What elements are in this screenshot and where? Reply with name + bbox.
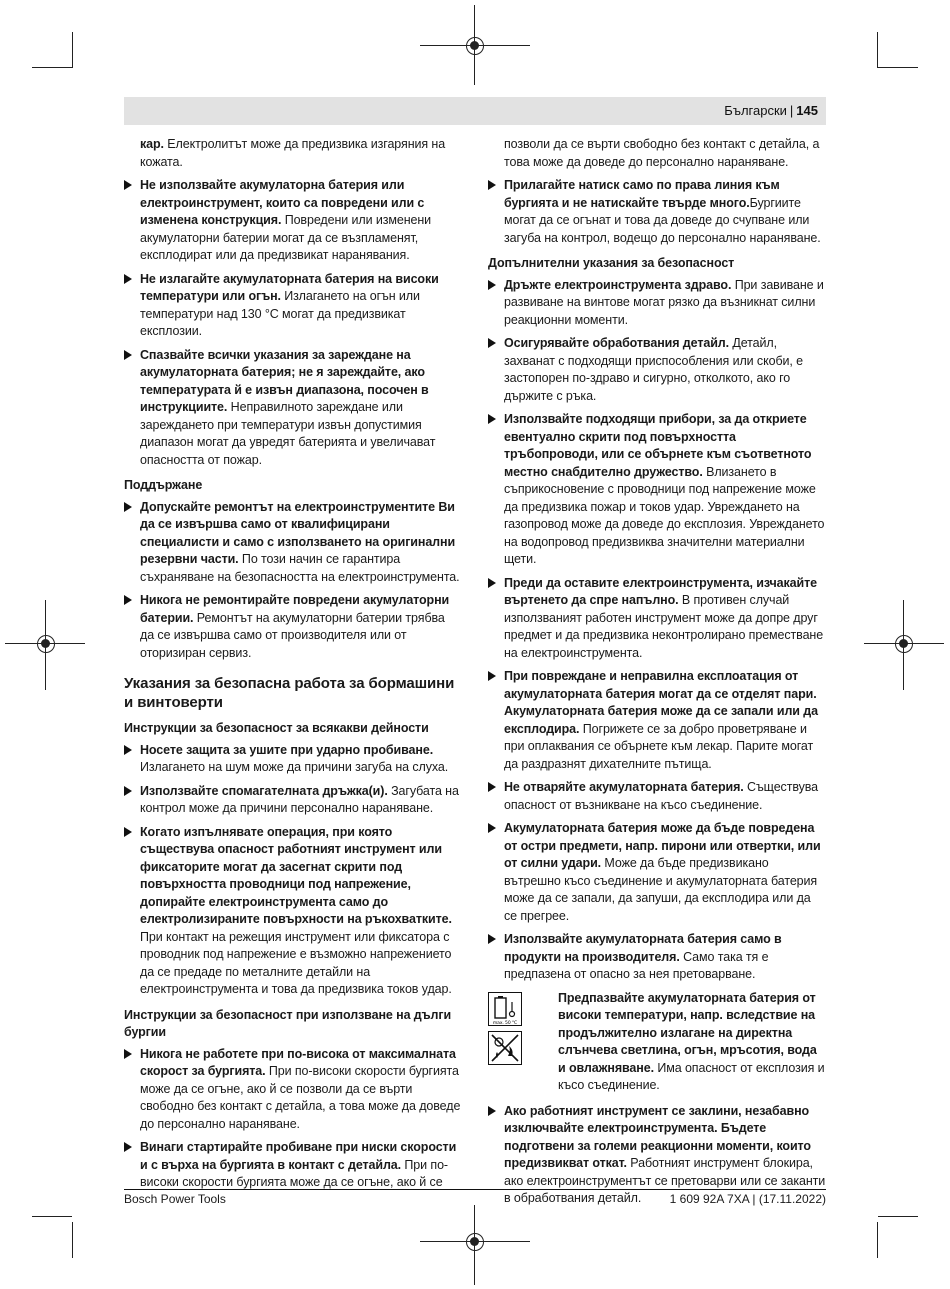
bullet-triangle-icon <box>488 338 496 348</box>
bullet-triangle-icon <box>124 745 132 755</box>
crop-mark <box>72 1222 73 1258</box>
list-item: Използвайте акумулаторната батерия само в продукти на производителя. Само така тя е предпазена от опасно за нея претоварване. <box>488 931 826 984</box>
registration-mark-icon <box>466 1233 484 1251</box>
list-item: Дръжте електроинструмента здраво. При завиване и развиване на винтове могат рязко да възникнат силни реакционни моменти. <box>488 277 826 330</box>
list-item: Преди да оставите електроинструмента, изчакайте въртенето да спре напълно. В противен случай използваният работен инструмент може да допре друг предмет и да предизвика неконтролирано преместване на електроинструмента. <box>488 575 826 663</box>
footer-rule <box>124 1189 826 1190</box>
crop-mark <box>32 1216 72 1217</box>
page-header <box>124 97 826 125</box>
max-temperature-label: max. 50 °C <box>492 1020 518 1025</box>
crop-mark <box>72 32 73 68</box>
list-item: Осигурявайте обработвания детайл. Детайл, захванат с подходящи приспособления или скоби, е застопорен по-здраво и сигурно, отколкото, ако го държите с ръка. <box>488 335 826 405</box>
bullet-triangle-icon <box>124 502 132 512</box>
footer-doc-ref: 1 609 92A 7XA | (17.11.2022) <box>669 1192 826 1206</box>
list-item: Винаги стартирайте пробиване при ниски скорости и с върха на бургията в контакт с детайла. При по-високи скорости бургията може да се огъне, ако й се <box>124 1139 462 1192</box>
bullet-triangle-icon <box>488 782 496 792</box>
right-column <box>488 136 826 1214</box>
list-item: Не излагайте акумулаторната батерия на високи температури или огън. Излагането на огън или температури над 130 °C могат да предизвикат експлозии. <box>124 271 462 341</box>
registration-mark-icon <box>895 635 913 653</box>
bullet-triangle-icon <box>488 578 496 588</box>
battery-temperature-icon <box>488 992 522 1026</box>
list-item: Използвайте спомагателната дръжка(и). Загубата на контрол може да причини персонално нараняване. <box>124 783 462 818</box>
bullet-triangle-icon <box>124 180 132 190</box>
bullet-triangle-icon <box>124 1049 132 1059</box>
no-sun-fire-water-icon <box>488 1031 522 1065</box>
bullet-triangle-icon <box>488 823 496 833</box>
bullet-triangle-icon <box>124 595 132 605</box>
crop-mark <box>877 1222 878 1258</box>
list-item: Не използвайте акумулаторна батерия или електроинструмент, които са повредени или с изменена конструкция. Повредени или изменени акумулаторни батерии могат да се възпламенят, експлодират или да предизвикат наранявания. <box>124 177 462 265</box>
bullet-triangle-icon <box>488 180 496 190</box>
list-item: Допускайте ремонтът на електроинструментите Ви да се извършва само от квалифицирани специалисти и само с използването на оригинални резервни части. По този начин се гарантира съхраняване на безопасността на електроинструмента. <box>124 499 462 587</box>
list-item: Акумулаторната батерия може да бъде повредена от остри предмети, напр. пирони или отвертки, или от силни удари. Може да бъде предизвикано вътрешно късо съединение и акумулаторната батерия може да се запали, да запуши, да експлодира или да се прегрее. <box>488 820 826 925</box>
bullet-triangle-icon <box>124 786 132 796</box>
bullet-triangle-icon <box>488 280 496 290</box>
long-bits-heading: Инструкции за безопасност при използване на дълги бургии <box>124 1007 452 1039</box>
registration-mark-icon <box>466 37 484 55</box>
battery-heat-warning: max. 50 °C Предпазвайте акумулаторната батерия от високи температури, напр. вследствие на продължително излагане на директна слънчева светлина, огън, мръсотия, вода и овлажняване. Има опасност от експлозия и късо съединение. <box>488 990 826 1095</box>
continued-paragraph: позволи да се върти свободно без контакт с детайла, а това може да доведе до персонално нараняване. <box>504 137 820 169</box>
crop-mark <box>32 67 72 68</box>
list-item: Прилагайте натиск само по права линия към бургията и не натискайте твърде много.Бургиите могат да се огънат и това да доведе до счупване или загуба на контрол, водещо до персонално нараняване. <box>488 177 826 247</box>
bullet-triangle-icon <box>124 350 132 360</box>
footer-brand: Bosch Power Tools <box>124 1192 226 1206</box>
warning-icons <box>488 992 524 1070</box>
bullet-triangle-icon <box>488 671 496 681</box>
page-number: 145 <box>796 103 818 118</box>
crop-mark <box>878 67 918 68</box>
list-item: При повреждане и неправилна експлоатация от акумулаторната батерия могат да се отделят пари. Акумулаторната батерия може да се запали или да експлодира. Погрижете се за добро проветряване и при оплаквания се обърнете към лекар. Парите могат да раздразнят дихателните пътища. <box>488 668 826 773</box>
bullet-triangle-icon <box>488 414 496 424</box>
bullet-triangle-icon <box>488 1106 496 1116</box>
all-operations-heading: Инструкции за безопасност за всякакви дейности <box>124 721 429 735</box>
bullet-triangle-icon <box>124 1142 132 1152</box>
maintenance-heading: Поддържане <box>124 478 203 492</box>
list-item: Спазвайте всички указания за зареждане на акумулаторната батерия; не я зареждайте, ако температурата й е извън диапазона, посочен в инструкциите. Неправилното зареждане или зареждането при температури извън допустимия диапазон могат да увредят батерията и увеличават опасността от пожар. <box>124 347 462 470</box>
left-column <box>124 136 462 1198</box>
bullet-triangle-icon <box>124 827 132 837</box>
registration-mark-icon <box>37 635 55 653</box>
crop-mark <box>877 32 878 68</box>
list-item: Използвайте подходящи прибори, за да откриете евентуално скрити под повърхността тръбопроводи, или се обърнете към съответното местно снабдително дружество. Влизането в съприкосновение с проводници под напрежение може да предизвика пожар и токов удар. Увреждането на газопровод може да доведе до експлозия. Увреждането на водопровод предизвиква значителни материални щети. <box>488 411 826 569</box>
header-text: Български | 145 <box>724 103 818 118</box>
list-item: Ако работният инструмент се заклини, незабавно изключвайте електроинструмента. Бъдете подготвени за големи реакционни моменти, които предизвикват откат. Работният инструмент блокира, ако електроинструментът се претоварви или се заканти в обработвания детайл. <box>488 1103 826 1208</box>
intro-paragraph: кар. Електролитът може да предизвика изгаряния на кожата. <box>140 137 446 169</box>
bullet-triangle-icon <box>488 934 496 944</box>
list-item: Когато изпълнявате операция, при която съществува опасност работният инструмент или фиксаторите могат да засегнат скрити под повърхността проводници под напрежение, допирайте електроинструмента само до електролизираните повърхности на ръкохватките. При контакт на режещия инструмент или фиксатора с проводник под напрежение е възможно напрежението да се предаде по металните детайли на електроинструмента и това да предизвика токов удар. <box>124 824 462 999</box>
bullet-triangle-icon <box>124 274 132 284</box>
additional-safety-heading: Допълнителни указания за безопасност <box>488 256 735 270</box>
list-item: Не отваряйте акумулаторната батерия. Съществува опасност от възникване на късо съединение. <box>488 779 826 814</box>
list-item: Никога не работете при по-висока от максималната скорост за бургията. При по-високи скорости бургията може да се огъне, ако й се позволи да се върти свободно без контакт с детайла, а това може да доведе до персонално нараняване. <box>124 1046 462 1134</box>
crop-mark <box>878 1216 918 1217</box>
header-language: Български <box>724 103 787 118</box>
list-item: Никога не ремонтирайте повредени акумулаторни батерии. Ремонтът на акумулаторни батерии трябва да се извършва само от производителя или от оторизиран сервиз. <box>124 592 462 662</box>
section-title: Указания за безопасна работа за бормашини и винтоверти <box>124 675 455 711</box>
list-item: Носете защита за ушите при ударно пробиване. Излагането на шум може да причини загуба на слуха. <box>124 742 462 777</box>
